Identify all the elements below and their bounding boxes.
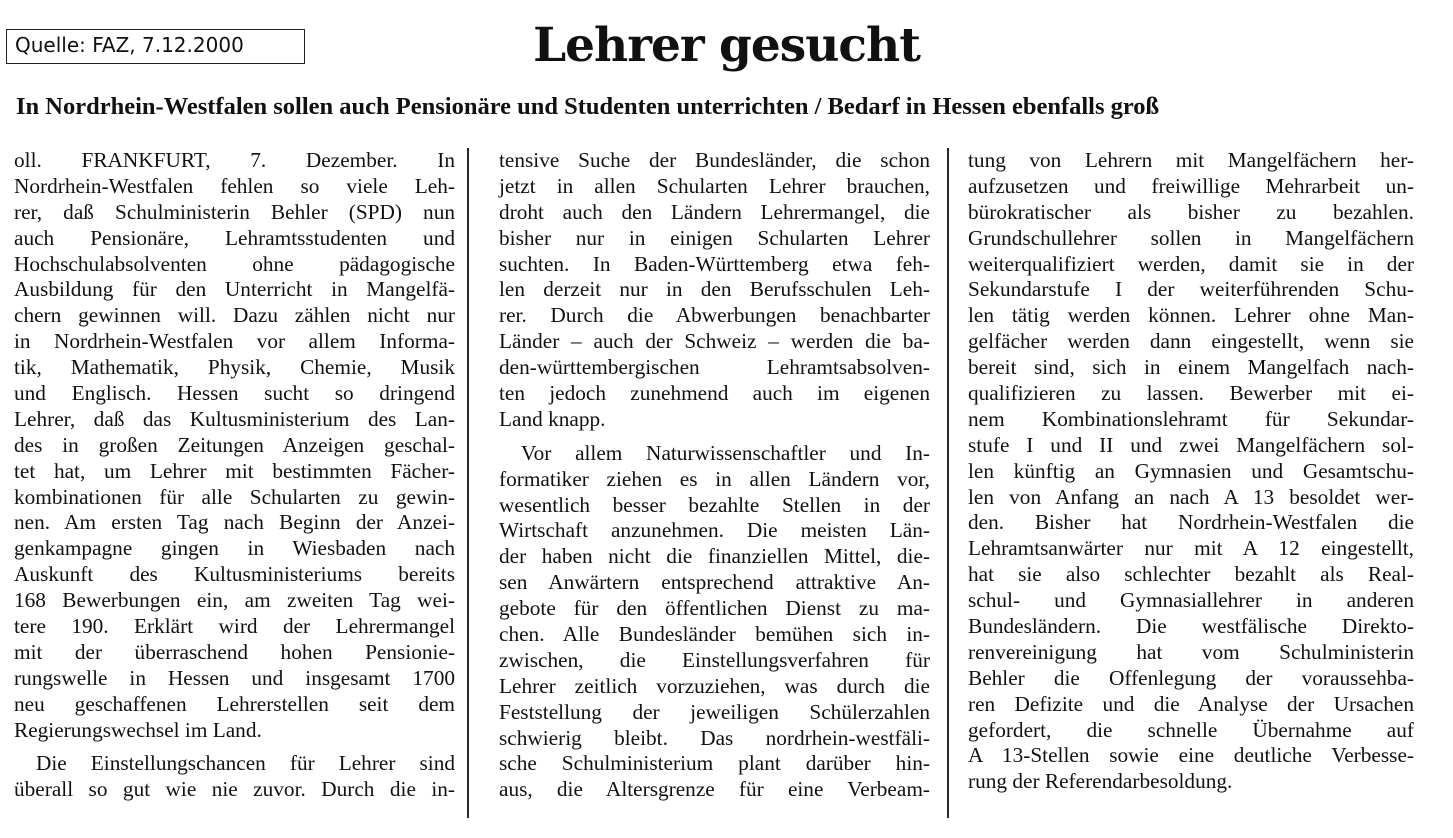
text-line: Ausbildung für den Unterricht in Mangelfä-	[14, 277, 455, 302]
text-line: Sekundarstufe I der weiterführenden Schu-	[968, 277, 1414, 302]
text-line: den. Bisher hat Nordrhein-Westfalen die	[968, 510, 1414, 535]
text-line: ren Defizite und die Analyse der Ursachen	[968, 691, 1414, 716]
paragraph-gap	[14, 743, 455, 751]
text-line: suchten. In Baden-Württemberg etwa feh-	[499, 251, 930, 276]
text-line: kombinationen für alle Schularten zu gewin-	[14, 484, 455, 509]
text-line: bürokratischer als bisher zu bezahlen.	[968, 199, 1414, 224]
text-line: Länder – auch der Schweiz – werden die ba-	[499, 329, 930, 354]
text-line: Auskunft des Kultusministeriums bereits	[14, 562, 455, 587]
text-line: weiterqualifiziert werden, damit sie in der	[968, 251, 1414, 276]
text-line: des in großen Zeitungen Anzeigen geschal-	[14, 432, 455, 457]
text-line: Nordrhein-Westfalen fehlen so viele Leh-	[14, 173, 455, 198]
text-line: mit der überraschend hohen Pensionie-	[14, 639, 455, 664]
text-line: nen. Am ersten Tag nach Beginn der Anzei-	[14, 510, 455, 535]
text-line: aufzusetzen und freiwillige Mehrarbeit un-	[968, 173, 1414, 198]
subheadline: In Nordrhein-Westfalen sollen auch Pensionäre und Studenten unterrichten / Bedarf in Hessen ebenfalls groß	[16, 93, 1160, 120]
text-line: gelfächer werden dann eingestellt, wenn sie	[968, 329, 1414, 354]
text-line: rer. Durch die Abwerbungen benachbarter	[499, 303, 930, 328]
text-line: nem Kombinationslehramt für Sekundar-	[968, 406, 1414, 431]
paragraph-gap	[499, 433, 930, 441]
text-line: überall so gut wie nie zuvor. Durch die in-	[14, 777, 455, 802]
text-line: Wirtschaft anzunehmen. Die meisten Län-	[499, 518, 930, 543]
text-line: gebote für den öffentlichen Dienst zu ma-	[499, 596, 930, 621]
text-line: len von Anfang an nach A 13 besoldet wer-	[968, 484, 1414, 509]
text-line: neu geschaffenen Lehrerstellen seit dem	[14, 691, 455, 716]
text-line: ten jedoch zunehmend auch im eigenen	[499, 381, 930, 406]
text-line: aus, die Altersgrenze für eine Verbeam-	[499, 777, 930, 802]
text-line: 168 Bewerbungen ein, am zweiten Tag wei-	[14, 588, 455, 613]
text-line: qualifizieren zu lassen. Bewerber mit ei-	[968, 381, 1414, 406]
headline: Lehrer gesucht	[533, 18, 920, 73]
text-line: in Nordrhein-Westfalen vor allem Informa-	[14, 329, 455, 354]
text-line: Regierungswechsel im Land.	[14, 717, 262, 742]
text-line: tere 190. Erklärt wird der Lehrermangel	[14, 614, 455, 639]
text-line: sche Schulministerium plant darüber hin-	[499, 751, 930, 776]
text-line: renvereinigung hat vom Schulministerin	[968, 639, 1414, 664]
text-line: schwierig bleibt. Das nordrhein-westfäli-	[499, 725, 930, 750]
text-line: Land knapp.	[499, 406, 606, 431]
text-line: Lehrer zeitlich vorzuziehen, was durch die	[499, 673, 930, 698]
source-label: Quelle: FAZ, 7.12.2000	[6, 29, 305, 64]
text-line: hat sie also schlechter bezahlt als Real-	[968, 562, 1414, 587]
text-line: gefordert, die schnelle Übernahme auf	[968, 717, 1414, 742]
text-line: len künftig an Gymnasien und Gesamtschu-	[968, 458, 1414, 483]
text-line: tensive Suche der Bundesländer, die schon	[499, 148, 930, 172]
text-line: wesentlich besser bezahlte Stellen in der	[499, 492, 930, 517]
text-line: Lehrer, daß das Kultusministerium des Lan-	[14, 406, 455, 431]
text-line: bereit sind, sich in einem Mangelfach nach-	[968, 355, 1414, 380]
text-line: der haben nicht die finanziellen Mittel, die-	[499, 544, 930, 569]
column-divider	[467, 148, 469, 818]
text-line: formatiker ziehen es in allen Ländern vor,	[499, 466, 930, 491]
article-column-2	[499, 148, 930, 803]
text-line: A 13-Stellen sowie eine deutliche Verbesse-	[968, 743, 1414, 768]
text-line: sen Anwärtern entsprechend attraktive An-	[499, 570, 930, 595]
text-line: tung von Lehrern mit Mangelfächern her-	[968, 148, 1414, 172]
text-line: rung der Referendarbesoldung.	[968, 769, 1233, 794]
text-line: Die Einstellungschancen für Lehrer sind	[36, 751, 455, 776]
text-line: und Englisch. Hessen sucht so dringend	[14, 381, 455, 406]
text-line: tet hat, um Lehrer mit bestimmten Fächer-	[14, 458, 455, 483]
text-line: den-württembergischen Lehramtsabsolven-	[499, 355, 930, 380]
text-line: bisher nur in einigen Schularten Lehrer	[499, 225, 930, 250]
text-line: Lehramtsanwärter nur mit A 12 eingestellt,	[968, 536, 1414, 561]
text-line: droht auch den Ländern Lehrermangel, die	[499, 199, 930, 224]
text-line: Behler die Offenlegung der voraussehba-	[968, 665, 1414, 690]
text-line: len derzeit nur in den Berufsschulen Leh-	[499, 277, 930, 302]
text-line: jetzt in allen Schularten Lehrer brauchen,	[499, 173, 930, 198]
text-line: Bundesländern. Die westfälische Direkto-	[968, 614, 1414, 639]
text-line: auch Pensionäre, Lehramtsstudenten und	[14, 225, 455, 250]
text-line: zwischen, die Einstellungsverfahren für	[499, 647, 930, 672]
text-line: schul- und Gymnasiallehrer in anderen	[968, 588, 1414, 613]
article-column-1	[14, 148, 455, 803]
text-line: chern gewinnen will. Dazu zählen nicht nur	[14, 303, 455, 328]
article-column-3	[968, 148, 1414, 795]
text-line: rungswelle in Hessen und insgesamt 1700	[14, 665, 455, 690]
text-line: genkampagne gingen in Wiesbaden nach	[14, 536, 455, 561]
text-line: Vor allem Naturwissenschaftler und In-	[521, 440, 930, 465]
column-divider	[947, 148, 949, 818]
text-line: Hochschulabsolventen ohne pädagogische	[14, 251, 455, 276]
text-line: tik, Mathematik, Physik, Chemie, Musik	[14, 355, 455, 380]
text-line: Grundschullehrer sollen in Mangelfächern	[968, 225, 1414, 250]
text-line: rer, daß Schulministerin Behler (SPD) nun	[14, 199, 455, 224]
text-line: chen. Alle Bundesländer bemühen sich in-	[499, 622, 930, 647]
text-line: Feststellung der jeweiligen Schülerzahlen	[499, 699, 930, 724]
text-line: len tätig werden können. Lehrer ohne Man-	[968, 303, 1414, 328]
text-line: oll. FRANKFURT, 7. Dezember. In	[14, 148, 455, 172]
text-line: stufe I und II und zwei Mangelfächern sol-	[968, 432, 1414, 457]
